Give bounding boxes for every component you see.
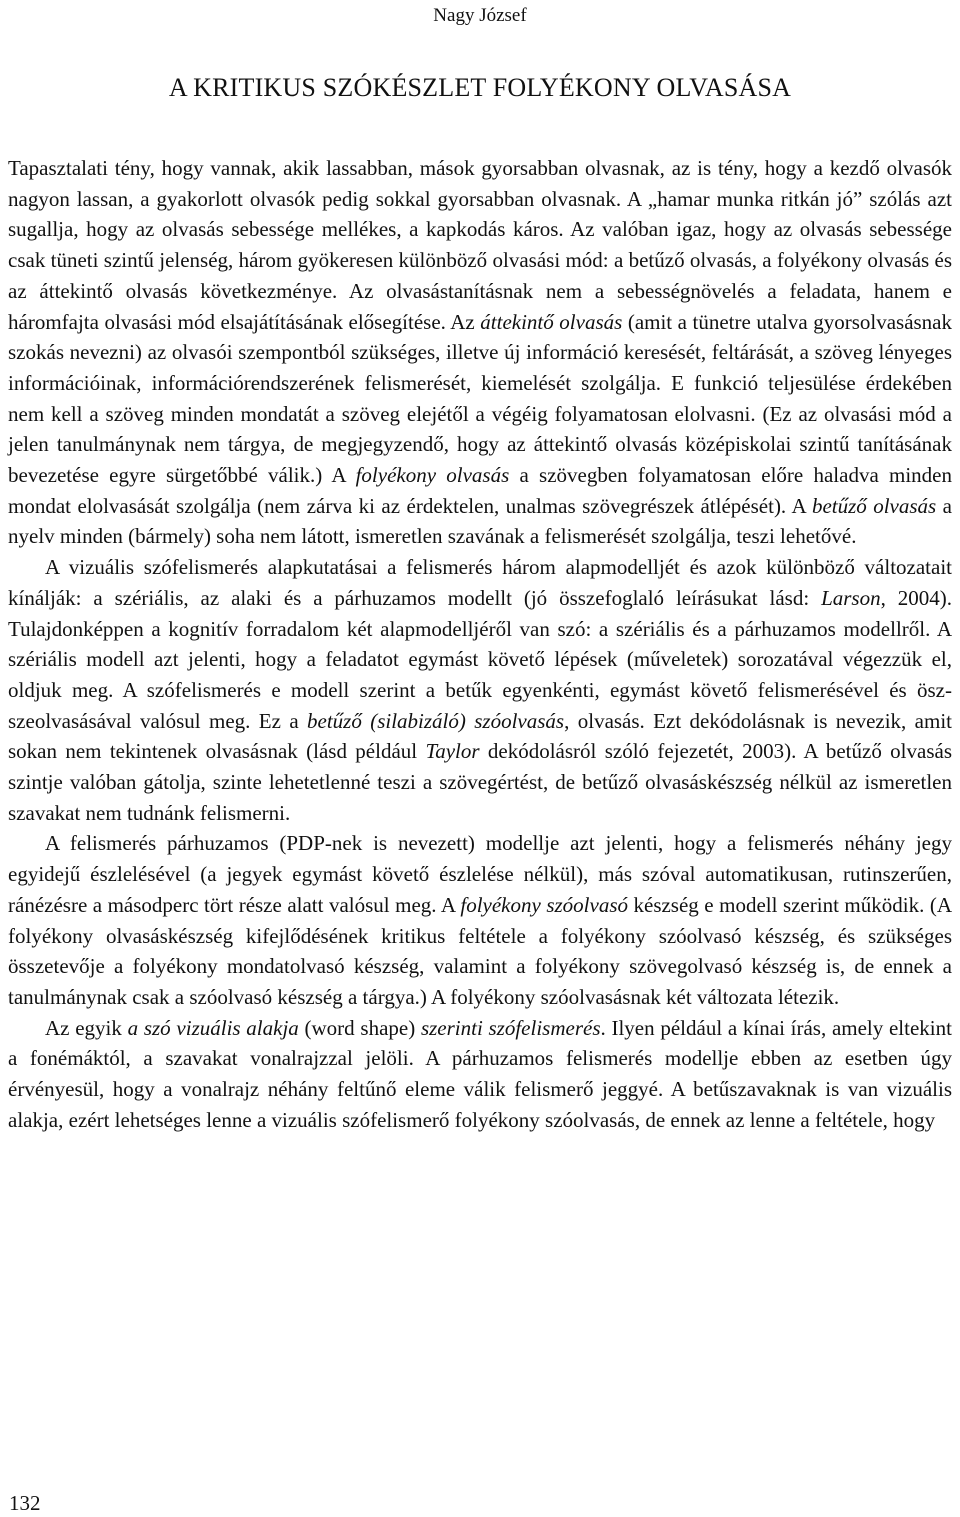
paragraph-2 <box>8 552 952 828</box>
term-attekinto-olvasas: áttekintő olvasás <box>480 309 623 334</box>
running-head-author: Nagy József <box>433 5 527 26</box>
paragraph-1-text-2: (amit a tünetre utalva gyorsolvasásnak szokás nevezni) az olvasói szempontból szükséges, illetve új információ keresését, feltárását, a szöveg lényeges információinak, információrendszerének felismerését, kiemelését szolgálja. E funkció teljesülése érdekében nem kell a szöveg minden mondatát a szöveg elejétől a végéig folyamatosan elolvasni. (Ez az olvasási mód a jelen tanulmánynak nem tárgya, de megjegyzendő, hogy az áttekintő olvasás középiskolai szintű tanításának bevezetése egyre sürgetőbbé válik.) A <box>8 309 953 488</box>
article-body <box>8 153 952 1136</box>
paragraph-4-text-3: . Ilyen például a kínai írás, amely eltekint a fonémáktól, a szavakat vonalrajzzal jelöli. A párhuzamos felismerés modellje ebben az esetben úgy érvényesül, hogy a vonalrajz néhány feltűnő eleme válik felismerő jeggyé. A betűszavaknak is van vizuális alakja, ezért lehetséges lenne a vizuális szófelismerő folyékony szóolvasás, de ennek az lenne a feltétele, hogy <box>8 1015 952 1132</box>
term-betuzo-szoolvasas: betűző (silabizáló) szóolvasás <box>307 708 565 733</box>
paragraph-1 <box>8 153 952 552</box>
paragraph-3-text-2: készség e modell szerint működik. (A folyékony olvasáskészség kifejlődésének kritikus feltétele a folyékony szóolvasó készség, és szükséges összetevője a folyékony mondatolvasó készség, valamint a folyékony szövegolvasó készség is, de ennek a tanulmánynak csak a szóolvasó készség a tárgya.) A folyékony szóolvasásnak két változata létezik. <box>8 892 952 1009</box>
paragraph-4-text-2: (word shape) <box>298 1015 421 1040</box>
paragraph-1-text-4: a nyelv minden (bármely) soha nem látott, ismeretlen szavának a felismerését szolgálja, teszi lehetővé. <box>8 493 952 549</box>
paragraph-3 <box>8 828 952 1012</box>
term-betuzo-olvasas: betűző olvasás <box>811 493 937 518</box>
term-szerinti-szofelismeres: szerinti szófelismerés <box>420 1015 601 1040</box>
citation-taylor: Taylor <box>425 739 480 764</box>
article-title: A KRITIKUS SZÓKÉSZLET FOLYÉKONY OLVASÁSA <box>168 73 792 102</box>
paragraph-3-text-1: A felismerés párhuzamos (PDP-nek is nevezett) modellje azt jelenti, hogy a felismerés néhány jegy egyidejű észlelésével (a jegyek egymást követő észlelése nélkül), más szóval automatikusan, rutinszerűen, ránézésre a másodperc tört része alatt valósul meg. A <box>8 831 952 917</box>
paragraph-1-text-3: a szövegben folyamatosan előre haladva minden mondat elolvasását szolgálja (nem zárva ki az érdektelen, unalmas szövegrészek átlépését). A <box>8 463 952 518</box>
term-folyekony-olvasas: folyékony olvasás <box>355 463 510 488</box>
paragraph-2-text-2: , 2004). Tulajdonképpen a kognitív forradalom két alapmodelljéről van szó: a szériális és a párhuzamos modellről. A szériális modell azt jelenti, hogy a feladatot egymást követő lépések (műveletek) sorozatával végezzük el, oldjuk meg. A szófelismerés e modell szerint a betűk egyenkénti, egymást követő felismerésével és öszszeolvasásával valósul meg. Ez a <box>8 585 952 733</box>
paragraph-4 <box>8 1013 952 1136</box>
term-szo-vizualis-alakja: a szó vizuális alakja <box>127 1015 299 1040</box>
page-number: 132 <box>9 1491 41 1515</box>
term-folyekony-szoolvaso: folyékony szóolvasó <box>460 892 628 917</box>
paragraph-2-text-1: A vizuális szófelismerés alapkutatásai a felismerés három alapmodelljét és azok különböző változatait kínálják: a szériális, az alaki és a párhuzamos modellt (jó összefoglaló leírásukat lásd: <box>8 555 952 610</box>
paragraph-2-text-3: , olvasás. Ezt dekódolásnak is nevezik, amit sokan nem tekintenek olvasásnak (lásd például <box>8 708 952 764</box>
paragraph-1-text-1: Tapasztalati tény, hogy vannak, akik lassabban, mások gyorsabban olvasnak, az is tény, hogy a kezdő olvasók nagyon lassan, a gyakorlott olvasók pedig sokkal gyorsabban olvasnak. A „hamar munka ritkán jó” szólás azt sugallja, hogy az olvasás sebessége mellékes, a kapkodás káros. Az valóban igaz, hogy az olvasás sebessége csak tüneti szintű jelenség, három gyökeresen különböző olvasási mód: a betűző olvasás, a folyékony olvasás és az áttekintő olvasás következménye. Az olvasástanításnak nem a sebességnövelés a feladata, hanem e háromfajta olvasási mód elsajátításának elősegítése. Az <box>8 156 952 334</box>
citation-larson: Larson <box>821 585 881 610</box>
paragraph-4-text-1: Az egyik <box>45 1015 128 1040</box>
paragraph-2-text-4: dekódolásról szóló fejezetét, 2003). A betűző olvasás szintje valóban gátolja, szinte lehetetlenné teszi a szövegértést, de betűző olvasáskészség nélkül az ismeretlen szavakat nem tudnánk felismerni. <box>8 739 952 825</box>
